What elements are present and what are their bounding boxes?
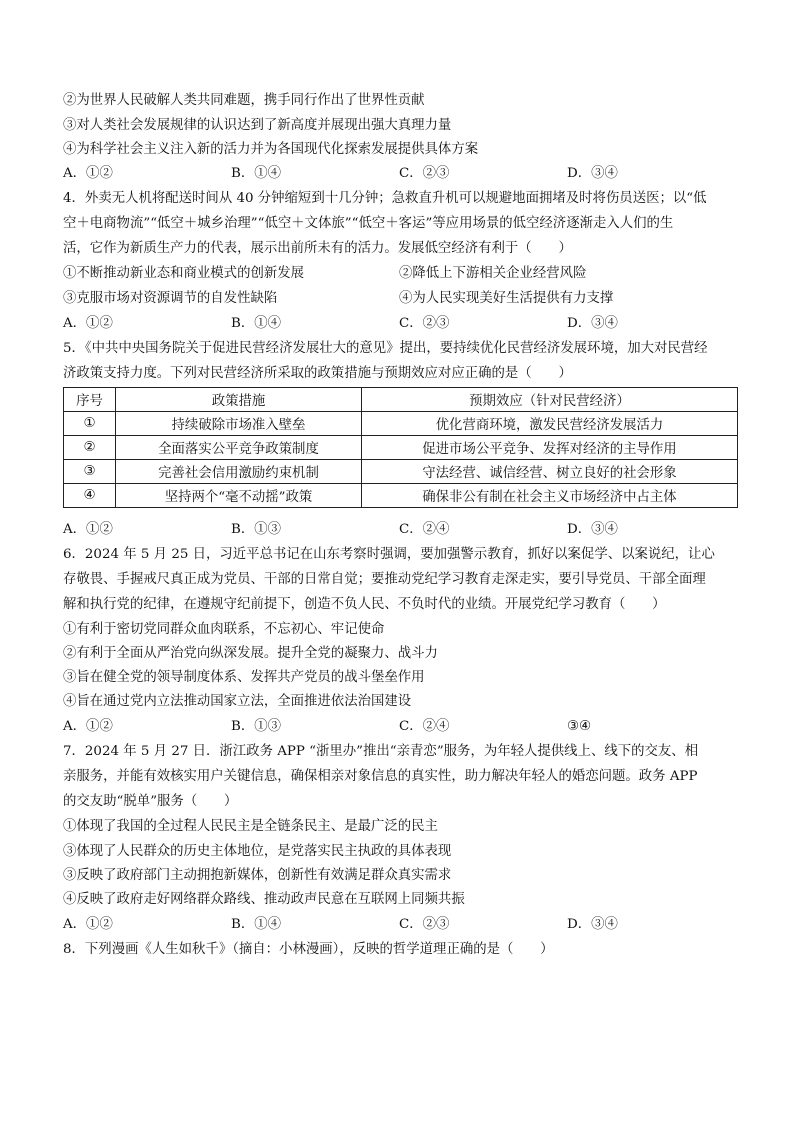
q7-stem-line-1: 7．2024 年 5 月 27 日．浙江政务 APP “浙里办”推出“亲青恋”服务，为年轻人提供线上、线下的交友、相 — [63, 744, 699, 759]
q4-option-d: D．③④ — [567, 316, 618, 331]
cell-seq: ③ — [64, 460, 116, 484]
cell-effect: 优化营商环境，激发民营经济发展活力 — [362, 412, 738, 436]
q7-statement-1: ①体现了我国的全过程人民民主是全链条民主、是最广泛的民主 — [63, 819, 438, 834]
q7-options — [63, 916, 763, 934]
q5-policy-table — [63, 387, 738, 508]
q4-option-c: C．②③ — [399, 316, 450, 331]
cell-seq: ① — [64, 412, 116, 436]
q3-statement-3: ③对人类社会发展规律的认识达到了新高度并展现出强大真理力量 — [63, 118, 452, 133]
cell-measure: 全面落实公平竞争政策制度 — [116, 436, 362, 460]
q6-option-c: C．②④ — [399, 719, 450, 734]
q5-option-b: B．①③ — [231, 522, 282, 537]
q6-option-b: B．①③ — [231, 719, 282, 734]
q4-options — [63, 315, 763, 333]
q6-option-a: A．①② — [63, 719, 113, 734]
cell-measure: 持续破除市场准入壁垒 — [116, 412, 362, 436]
q3-statement-2: ②为世界人民破解人类共同难题，携手同行作出了世界性贡献 — [63, 93, 425, 108]
q7-stem-line-2: 亲服务，并能有效核实用户关键信息，确保相亲对象信息的真实性，助力解决年轻人的婚恋问题。政务 APP — [63, 769, 698, 784]
table-row — [64, 436, 738, 460]
q6-options — [63, 718, 763, 736]
cell-measure: 完善社会信用激励约束机制 — [116, 460, 362, 484]
q6-statement-1: ①有利于密切党同群众血肉联系，不忘初心、牢记使命 — [63, 622, 385, 637]
q3-option-d: D．③④ — [567, 166, 618, 181]
q4-statement-4: ④为人民实现美好生活提供有力支撑 — [399, 291, 614, 306]
q6-stem-line-3: 解和执行党的纪律，在遵规守纪前提下，创造不负人民、不负时代的业绩。开展党纪学习教育（ ） — [63, 597, 666, 612]
q4-stem-line-3: 活，它作为新质生产力的代表，展示出前所未有的活力。发展低空经济有利于（ ） — [63, 241, 572, 256]
q4-stem-line-1: 4．外卖无人机将配送时间从 40 分钟缩短到十几分钟；急救直升机可以规避地面拥堵及时将伤员送医；以“低 — [63, 191, 707, 206]
q7-option-b: B．①④ — [231, 917, 282, 932]
q6-stem-line-2: 存敬畏、手握戒尺真正成为党员、干部的日常自觉；要推动党纪学习教育走深走实，要引导党员、干部全面理 — [63, 572, 706, 587]
table-row — [64, 460, 738, 484]
q7-option-d: D．③④ — [567, 917, 618, 932]
q4-option-b: B．①④ — [231, 316, 282, 331]
q4-statement-2: ②降低上下游相关企业经营风险 — [399, 266, 587, 281]
q6-stem-line-1: 6．2024 年 5 月 25 日，习近平总书记在山东考察时强调，要加强警示教育，抓好以案促学、以案说纪，让心 — [63, 547, 715, 562]
table-row — [64, 484, 738, 508]
header-seq: 序号 — [64, 388, 116, 412]
q6-option-d: ③④ — [567, 719, 592, 734]
q8-stem: 8．下列漫画《人生如秋千》（摘自：小林漫画），反映的哲学道理正确的是（ ） — [63, 942, 554, 957]
cell-effect: 确保非公有制在社会主义市场经济中占主体 — [362, 484, 738, 508]
q4-option-a: A．①② — [63, 316, 113, 331]
q5-option-a: A．①② — [63, 522, 113, 537]
q6-statement-3: ③旨在健全党的领导制度体系、发挥共产党员的战斗堡垒作用 — [63, 670, 425, 685]
q4-stem-line-2: 空＋电商物流”“低空＋城乡治理”“低空＋文体旅”“低空＋客运”等应用场景的低空经济逐渐走入人们的生 — [63, 216, 674, 231]
q7-statement-2: ③体现了人民群众的历史主体地位，是党落实民主执政的具体表现 — [63, 844, 452, 859]
q4-statements-row-2 — [63, 290, 763, 308]
q4-statement-3: ③克服市场对资源调节的自发性缺陷 — [63, 291, 278, 306]
q3-option-a: A．①② — [63, 166, 113, 181]
q6-statement-4: ④旨在通过党内立法推动国家立法，全面推进依法治国建设 — [63, 694, 412, 709]
cell-seq: ④ — [64, 484, 116, 508]
table-header-row — [64, 388, 738, 412]
cell-effect: 守法经营、诚信经营、树立良好的社会形象 — [362, 460, 738, 484]
q5-option-c: C．②④ — [399, 522, 450, 537]
cell-effect: 促进市场公平竞争、发挥对经济的主导作用 — [362, 436, 738, 460]
q6-statement-2: ②有利于全面从严治党向纵深发展。提升全党的凝聚力、战斗力 — [63, 646, 438, 661]
q4-statements-row-1 — [63, 265, 763, 283]
cell-seq: ② — [64, 436, 116, 460]
q3-options — [63, 165, 763, 183]
header-measure: 政策措施 — [116, 388, 362, 412]
q7-option-a: A．①② — [63, 917, 113, 932]
q3-option-c: C．②③ — [399, 166, 450, 181]
q4-statement-1: ①不断推动新业态和商业模式的创新发展 — [63, 266, 305, 281]
q5-options — [63, 521, 763, 539]
q5-option-d: D．③④ — [567, 522, 618, 537]
q5-stem-line-2: 济政策支持力度。下列对民营经济所采取的政策措施与预期效应对应正确的是（ ） — [63, 366, 572, 381]
header-effect: 预期效应（针对民营经济） — [362, 388, 738, 412]
q7-statement-3: ③反映了政府部门主动拥抱新媒体，创新性有效满足群众真实需求 — [63, 868, 452, 883]
q5-stem-line-1: 5．《中共中央国务院关于促进民营经济发展壮大的意见》提出，要持续优化民营经济发展环境，加大对民营经 — [63, 341, 708, 356]
table-row — [64, 412, 738, 436]
q3-option-b: B．①④ — [231, 166, 282, 181]
q7-stem-line-3: 的交友助“脱单”服务（ ） — [63, 794, 238, 809]
q7-option-c: C．②③ — [399, 917, 450, 932]
q3-statement-4: ④为科学社会主义注入新的活力并为各国现代化探索发展提供具体方案 — [63, 142, 479, 157]
cell-measure: 坚持两个“毫不动摇”政策 — [116, 484, 362, 508]
q7-statement-4: ④反映了政府走好网络群众路线、推动政声民意在互联网上同频共振 — [63, 892, 465, 907]
